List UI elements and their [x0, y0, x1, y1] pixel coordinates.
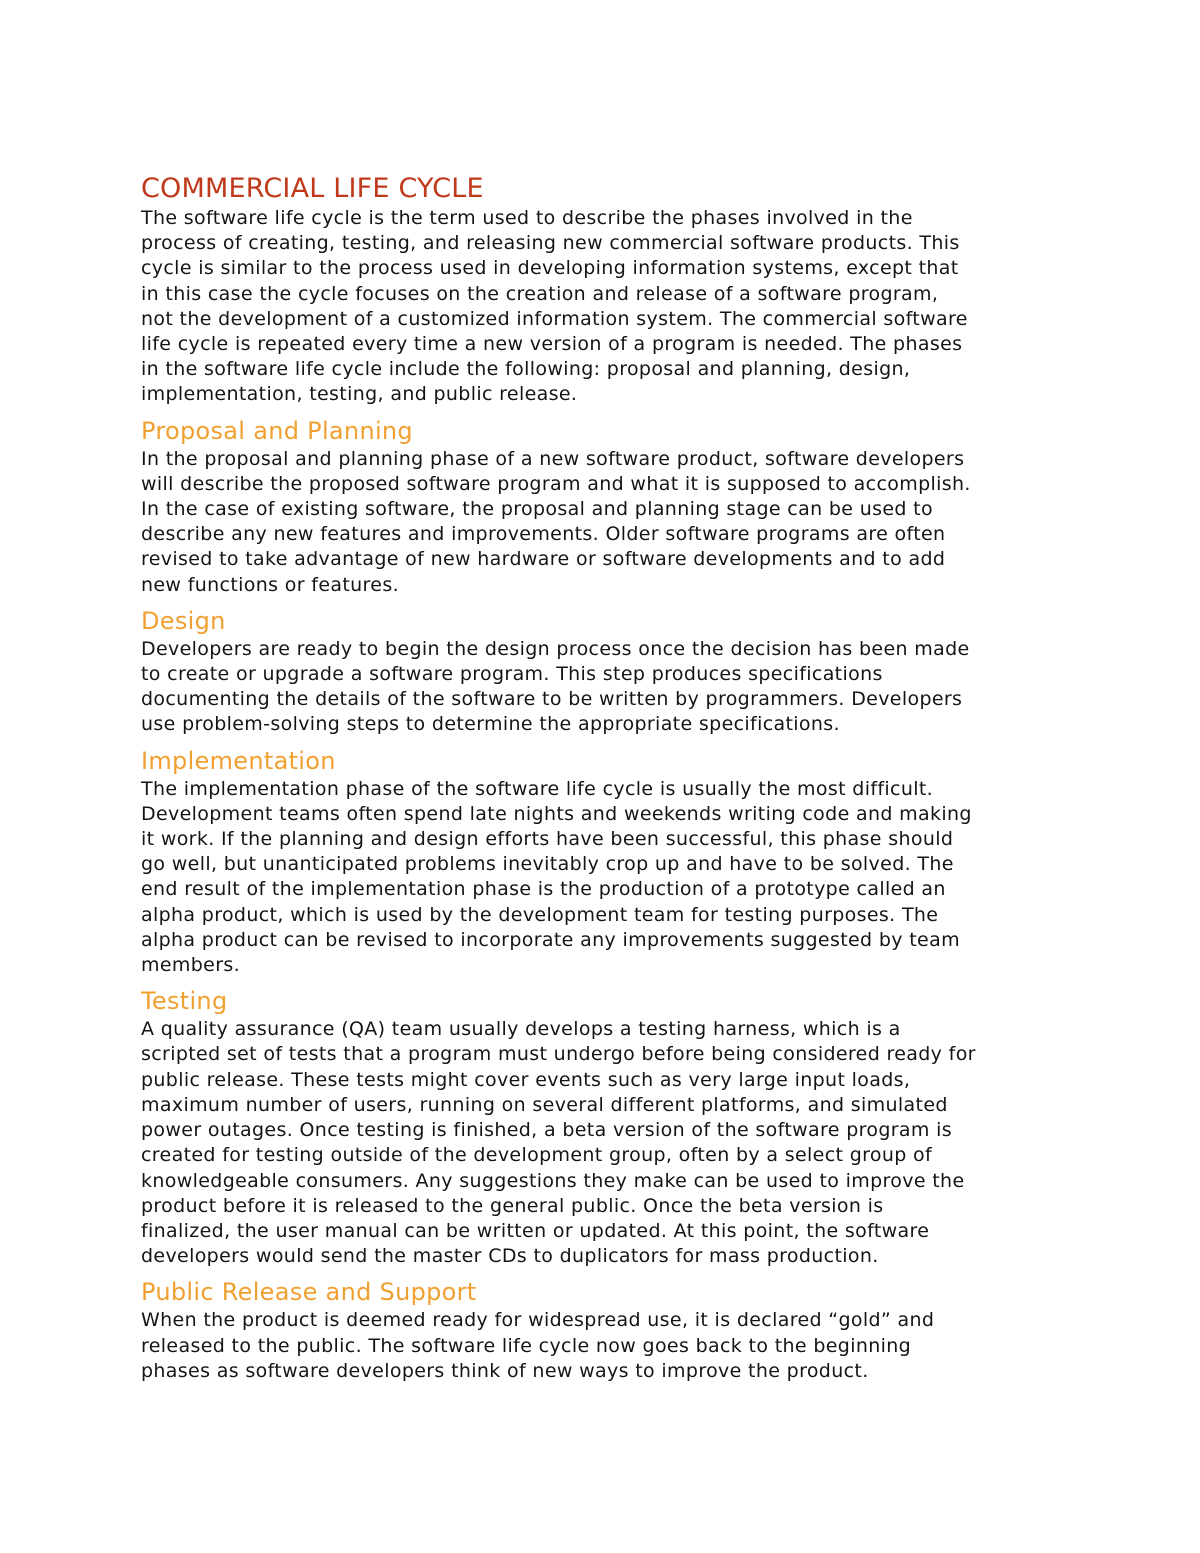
section-heading-public-release-and-support: Public Release and Support	[141, 1278, 477, 1307]
section-heading-testing: Testing	[141, 987, 228, 1016]
section-body-design: Developers are ready to begin the design process once the decision has been made to create or upgrade a software program. This step produces specifications documenting the details of the software to be written by programmers. Developers use problem-solving steps to determine the appropriate specifications.	[141, 637, 970, 736]
section-heading-design: Design	[141, 606, 226, 635]
section-body-public-release-and-support: When the product is deemed ready for widespread use, it is declared “gold” and released to the public. The software life cycle now goes back to the beginning phases as software developers think of new ways to improve the product.	[141, 1309, 935, 1382]
section-body-testing: A quality assurance (QA) team usually develops a testing harness, which is a scripted set of tests that a program must undergo before being considered ready for public release. These tests might cover events such as very large input loads, maximum number of users, running on several different platforms, and simulated power outages. Once testing is finished, a beta version of the software program is created for testing outside of the development group, often by a select group of knowledgeable consumers. Any suggestions they make can be used to improve the product before it is released to the general public. Once the beta version is finalized, the user manual can be written or updated. At this point, the software developers would send the master CDs to duplicators for mass production.	[141, 1018, 976, 1268]
section-body-proposal-and-planning: In the proposal and planning phase of a new software product, software developers will describe the proposed software program and what it is supposed to accomplish. In the case of existing software, the proposal and planning stage can be used to describe any new features and improvements. Older software programs are often revised to take advantage of new hardware or software developments and to add new functions or features.	[141, 447, 971, 596]
intro-paragraph: The software life cycle is the term used to describe the phases involved in the process of creating, testing, and releasing new commercial software products. This cycle is similar to the process used in developing information systems, except that in this case the cycle focuses on the creation and release of a software program, not the development of a customized information system. The commercial software life cycle is repeated every time a new version of a program is needed. The phases in the software life cycle include the following: proposal and planning, design, implementation, testing, and public release.	[141, 207, 968, 406]
section-body-implementation: The implementation phase of the software life cycle is usually the most difficult. Development teams often spend late nights and weekends writing code and making it work. If the planning and design efforts have been successful, this phase should go well, but unanticipated problems inevitably crop up and have to be solved. The end result of the implementation phase is the production of a prototype called an alpha product, which is used by the development team for testing purposes. The alpha product can be revised to incorporate any improvements suggested by team members.	[141, 777, 972, 977]
document-content	[141, 172, 1071, 1384]
section-heading-proposal-and-planning: Proposal and Planning	[141, 416, 413, 445]
document-title: COMMERCIAL LIFE CYCLE	[141, 173, 484, 204]
section-heading-implementation: Implementation	[141, 746, 336, 775]
